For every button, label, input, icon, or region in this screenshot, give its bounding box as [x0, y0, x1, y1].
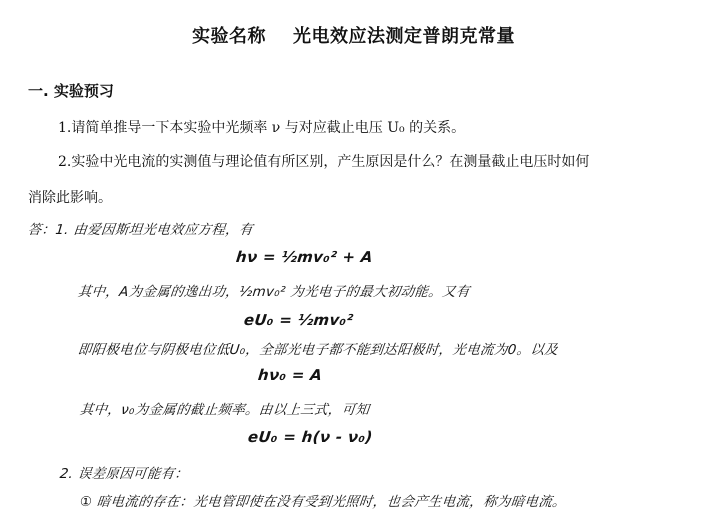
- question-2-line-1: 2.实验中光电流的实测值与理论值有所区别，产生原因是什么？在测量截止电压时如何: [58, 154, 590, 170]
- answer-part2-heading: 2. 误差原因可能有：: [58, 466, 190, 482]
- answer-line-work-function: 其中，A为金属的逸出功，½mv₀² 为光电子的最大初动能。又有: [76, 284, 471, 300]
- equation-photoelectric: hν = ½mv₀² + A: [235, 248, 374, 266]
- answer-line-anode-potential: 即阳极电位与阴极电位低U₀，全部光电子都不能到达阳极时，光电流为0。以及: [76, 342, 559, 358]
- question-2-line-2: 消除此影响。: [28, 190, 112, 206]
- equation-threshold: hν₀ = A: [257, 366, 324, 384]
- equation-result: eU₀ = h(ν - ν₀): [247, 428, 374, 446]
- answer-intro: 答：1. 由爱因斯坦光电效应方程，有: [26, 222, 254, 238]
- answer-part2-item-1: ① 暗电流的存在：光电管即使在没有受到光照时，也会产生电流，称为暗电流。: [78, 494, 567, 510]
- answer-line-cutoff-frequency: 其中，ν₀为金属的截止频率。由以上三式，可知: [78, 402, 371, 418]
- section-heading-preview: 一. 实验预习: [28, 82, 114, 100]
- question-1: 1.请简单推导一下本实验中光频率 ν 与对应截止电压 U₀ 的关系。: [58, 120, 466, 136]
- document-title: 实验名称 光电效应法测定普朗克常量: [191, 26, 516, 47]
- equation-stopping-voltage: eU₀ = ½mv₀²: [243, 311, 355, 329]
